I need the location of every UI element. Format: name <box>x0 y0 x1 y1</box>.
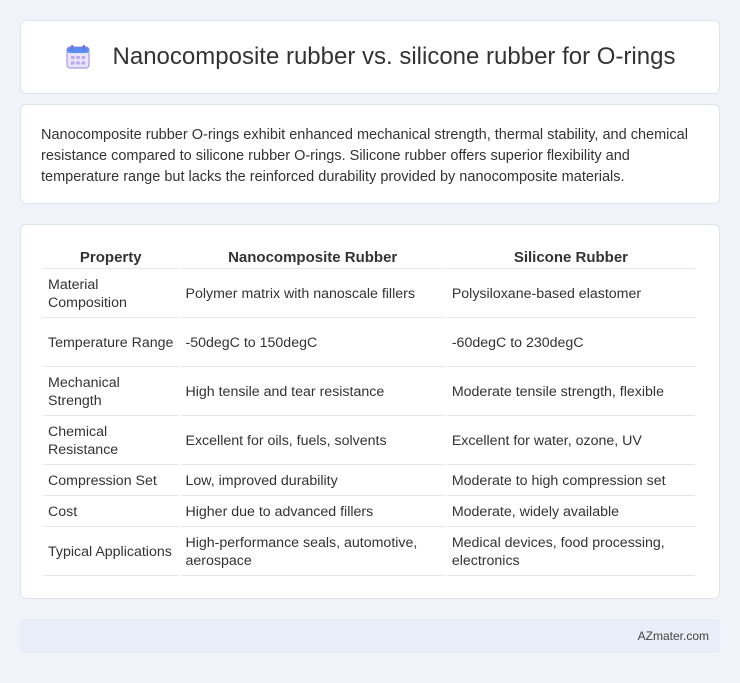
table-row <box>43 369 695 416</box>
property-cell: Typical Applications <box>43 529 179 576</box>
table-row <box>43 418 695 465</box>
property-cell: Mechanical Strength <box>43 369 179 416</box>
header-property: Property <box>43 247 179 269</box>
intro-card <box>20 104 720 204</box>
silicone-cell: Excellent for water, ozone, UV <box>447 418 695 465</box>
property-cell: Material Composition <box>43 271 179 318</box>
title-card <box>20 20 720 94</box>
title-wrap <box>65 43 676 71</box>
intro-paragraph: Nanocomposite rubber O-rings exhibit enhanced mechanical strength, thermal stability, and chemical resistance compared to silicone rubber O-rings. Silicone rubber offers superior flexibility and temperature range but lacks the reinforced durability provided by nanocomposite materials. <box>41 127 688 185</box>
table-row <box>43 467 695 496</box>
calendar-icon <box>65 44 91 70</box>
nanocomposite-cell: Higher due to advanced fillers <box>181 498 445 527</box>
silicone-cell: Moderate tensile strength, flexible <box>447 369 695 416</box>
silicone-cell: Moderate to high compression set <box>447 467 695 496</box>
nanocomposite-cell: -50degC to 150degC <box>181 320 445 367</box>
property-cell: Cost <box>43 498 179 527</box>
property-cell: Chemical Resistance <box>43 418 179 465</box>
table-row <box>43 529 695 576</box>
silicone-cell: Medical devices, food processing, electronics <box>447 529 695 576</box>
silicone-cell: Moderate, widely available <box>447 498 695 527</box>
nanocomposite-cell: Excellent for oils, fuels, solvents <box>181 418 445 465</box>
comparison-table <box>41 245 697 578</box>
header-nanocomposite: Nanocomposite Rubber <box>181 247 445 269</box>
page-title: Nanocomposite rubber vs. silicone rubber for O-rings <box>112 43 676 70</box>
silicone-cell: -60degC to 230degC <box>447 320 695 367</box>
silicone-cell: Polysiloxane-based elastomer <box>447 271 695 318</box>
nanocomposite-cell: Polymer matrix with nanoscale fillers <box>181 271 445 318</box>
table-header-row <box>43 247 695 269</box>
table-row <box>43 320 695 367</box>
comparison-card <box>20 224 720 599</box>
table-row <box>43 271 695 318</box>
nanocomposite-cell: Low, improved durability <box>181 467 445 496</box>
nanocomposite-cell: High-performance seals, automotive, aerospace <box>181 529 445 576</box>
footer-site-link[interactable]: AZmater.com <box>637 629 709 643</box>
header-silicone: Silicone Rubber <box>447 247 695 269</box>
footer <box>20 619 720 653</box>
property-cell: Compression Set <box>43 467 179 496</box>
nanocomposite-cell: High tensile and tear resistance <box>181 369 445 416</box>
table-row <box>43 498 695 527</box>
property-cell: Temperature Range <box>43 320 179 367</box>
